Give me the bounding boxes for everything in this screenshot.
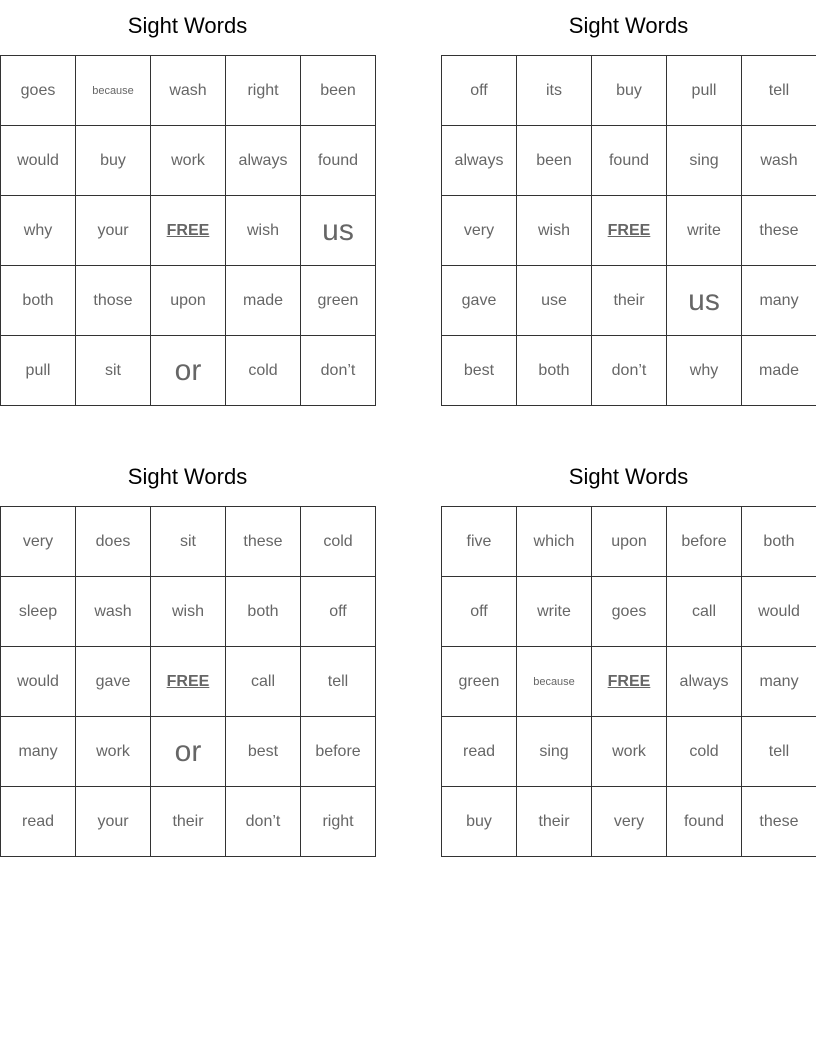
grid-cell: its xyxy=(517,56,592,126)
grid-cell: wish xyxy=(517,196,592,266)
grid-cell: best xyxy=(226,717,301,787)
grid-row xyxy=(442,717,816,787)
grid-cell: why xyxy=(667,336,742,406)
grid-cell: pull xyxy=(1,336,76,406)
grid-row xyxy=(1,336,376,406)
grid-cell: been xyxy=(301,56,376,126)
grid-cell: or xyxy=(151,717,226,787)
grid-row xyxy=(1,266,376,336)
grid-cell: sleep xyxy=(1,577,76,647)
bingo-grid xyxy=(441,55,816,406)
grid-cell: both xyxy=(517,336,592,406)
grid-cell: found xyxy=(301,126,376,196)
grid-cell: us xyxy=(667,266,742,336)
grid-cell: found xyxy=(667,787,742,857)
grid-cell: cold xyxy=(301,507,376,577)
card-title: Sight Words xyxy=(127,464,248,489)
grid-row xyxy=(1,56,376,126)
grid-cell: these xyxy=(742,196,816,266)
bingo-grid xyxy=(0,55,376,406)
grid-cell: cold xyxy=(667,717,742,787)
grid-cell: wish xyxy=(151,577,226,647)
grid-row xyxy=(1,787,376,857)
grid-cell: sing xyxy=(517,717,592,787)
grid-cell: found xyxy=(592,126,667,196)
grid-cell: these xyxy=(226,507,301,577)
grid-row xyxy=(442,266,816,336)
grid-cell: which xyxy=(517,507,592,577)
grid-cell: write xyxy=(517,577,592,647)
grid-cell: many xyxy=(742,266,816,336)
grid-cell: read xyxy=(442,717,517,787)
grid-cell: buy xyxy=(592,56,667,126)
grid-row xyxy=(1,717,376,787)
grid-cell: don’t xyxy=(301,336,376,406)
grid-cell: been xyxy=(517,126,592,196)
grid-cell: before xyxy=(301,717,376,787)
grid-row xyxy=(1,507,376,577)
grid-cell: green xyxy=(442,647,517,717)
grid-cell: cold xyxy=(226,336,301,406)
grid-cell: both xyxy=(226,577,301,647)
grid-cell: work xyxy=(76,717,151,787)
grid-cell: buy xyxy=(76,126,151,196)
grid-cell: wash xyxy=(76,577,151,647)
grid-row xyxy=(442,647,816,717)
grid-row xyxy=(442,126,816,196)
grid-cell: call xyxy=(226,647,301,717)
grid-cell: buy xyxy=(442,787,517,857)
grid-row xyxy=(442,787,816,857)
grid-cell: work xyxy=(151,126,226,196)
grid-cell: work xyxy=(592,717,667,787)
grid-cell: don’t xyxy=(592,336,667,406)
grid-cell: always xyxy=(226,126,301,196)
grid-cell: their xyxy=(592,266,667,336)
grid-cell: right xyxy=(226,56,301,126)
free-space: FREE xyxy=(592,647,667,717)
grid-cell: these xyxy=(742,787,816,857)
grid-cell: always xyxy=(667,647,742,717)
grid-cell: don’t xyxy=(226,787,301,857)
grid-cell: wash xyxy=(742,126,816,196)
grid-cell: sing xyxy=(667,126,742,196)
grid-row xyxy=(1,577,376,647)
free-space: FREE xyxy=(151,647,226,717)
grid-cell: gave xyxy=(442,266,517,336)
grid-cell: five xyxy=(442,507,517,577)
grid-cell: those xyxy=(76,266,151,336)
grid-cell: wash xyxy=(151,56,226,126)
grid-cell: very xyxy=(1,507,76,577)
grid-cell: always xyxy=(442,126,517,196)
grid-cell: your xyxy=(76,196,151,266)
grid-cell: made xyxy=(742,336,816,406)
grid-cell: your xyxy=(76,787,151,857)
grid-cell: why xyxy=(1,196,76,266)
grid-row xyxy=(442,507,816,577)
grid-cell: does xyxy=(76,507,151,577)
grid-row xyxy=(1,196,376,266)
grid-cell: tell xyxy=(742,717,816,787)
grid-cell: pull xyxy=(667,56,742,126)
grid-cell: sit xyxy=(151,507,226,577)
grid-cell: very xyxy=(592,787,667,857)
grid-cell: before xyxy=(667,507,742,577)
grid-row xyxy=(442,336,816,406)
grid-row xyxy=(1,126,376,196)
grid-cell: sit xyxy=(76,336,151,406)
grid-cell: made xyxy=(226,266,301,336)
grid-cell: tell xyxy=(742,56,816,126)
grid-cell: green xyxy=(301,266,376,336)
grid-row xyxy=(442,577,816,647)
grid-cell: off xyxy=(442,56,517,126)
grid-cell: or xyxy=(151,336,226,406)
card-title: Sight Words xyxy=(127,13,248,38)
grid-cell: upon xyxy=(592,507,667,577)
grid-cell: upon xyxy=(151,266,226,336)
grid-cell: tell xyxy=(301,647,376,717)
grid-cell: their xyxy=(517,787,592,857)
grid-cell: off xyxy=(442,577,517,647)
grid-cell: goes xyxy=(592,577,667,647)
grid-cell: off xyxy=(301,577,376,647)
grid-cell: because xyxy=(76,56,151,126)
bingo-grid xyxy=(441,506,816,857)
grid-cell: many xyxy=(742,647,816,717)
grid-cell: us xyxy=(301,196,376,266)
grid-row xyxy=(442,196,816,266)
grid-cell: very xyxy=(442,196,517,266)
card-title: Sight Words xyxy=(568,464,689,489)
grid-cell: use xyxy=(517,266,592,336)
grid-cell: many xyxy=(1,717,76,787)
grid-cell: both xyxy=(1,266,76,336)
free-space: FREE xyxy=(592,196,667,266)
grid-row xyxy=(442,56,816,126)
free-space: FREE xyxy=(151,196,226,266)
grid-cell: would xyxy=(742,577,816,647)
grid-cell: because xyxy=(517,647,592,717)
bingo-grid xyxy=(0,506,376,857)
card-title: Sight Words xyxy=(568,13,689,38)
grid-cell: would xyxy=(1,126,76,196)
grid-cell: both xyxy=(742,507,816,577)
grid-cell: their xyxy=(151,787,226,857)
grid-cell: read xyxy=(1,787,76,857)
grid-cell: write xyxy=(667,196,742,266)
grid-row xyxy=(1,647,376,717)
grid-cell: would xyxy=(1,647,76,717)
grid-cell: wish xyxy=(226,196,301,266)
grid-cell: right xyxy=(301,787,376,857)
grid-cell: call xyxy=(667,577,742,647)
grid-cell: best xyxy=(442,336,517,406)
grid-cell: goes xyxy=(1,56,76,126)
grid-cell: gave xyxy=(76,647,151,717)
